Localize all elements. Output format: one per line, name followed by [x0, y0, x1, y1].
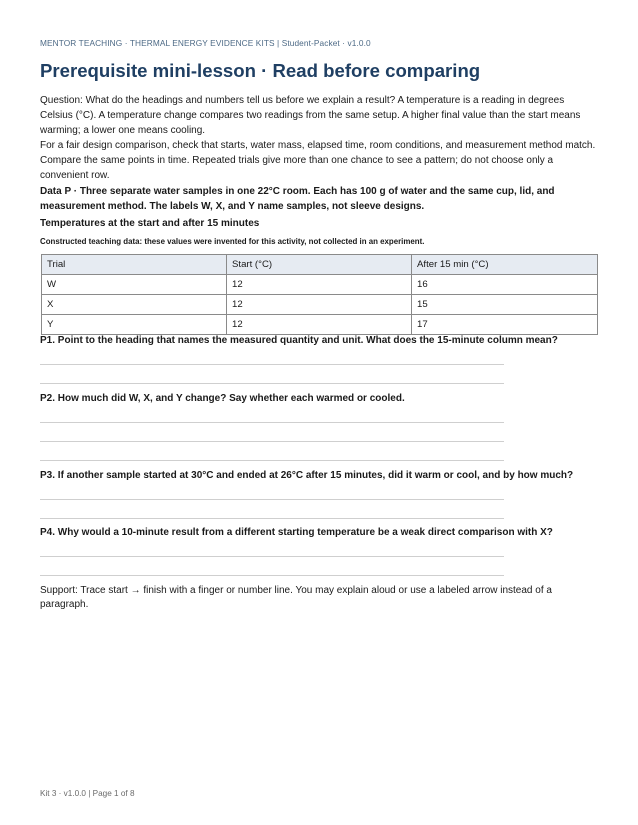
- answer-line[interactable]: [40, 383, 504, 384]
- answer-line[interactable]: [40, 460, 504, 461]
- answer-line[interactable]: [40, 422, 504, 423]
- answer-line[interactable]: [40, 364, 504, 365]
- table-cell: 17: [412, 315, 598, 335]
- table-cell: W: [42, 275, 227, 295]
- answer-line[interactable]: [40, 575, 504, 576]
- table-heading: Temperatures at the start and after 15 minutes: [40, 218, 260, 229]
- question-p1: P1. Point to the heading that names the measured quantity and unit. What does the 15-minute column mean?: [40, 335, 558, 346]
- table-row: [42, 315, 598, 335]
- answer-line[interactable]: [40, 556, 504, 557]
- answer-line[interactable]: [40, 499, 504, 500]
- table-cell: 12: [227, 315, 412, 335]
- intro-question-paragraph: Question: What do the headings and numbers tell us before we explain a result? A temperature is a reading in degrees Celsius (°C). A temperature change compares two readings from the same setup. A higher final value than the start means warming; a lower one means cooling.: [40, 95, 581, 136]
- fair-test-paragraph: For a fair design comparison, check that starts, water mass, elapsed time, room conditions, and measurement method match. Compare the same points in time. Repeated trials give more than one chance to see a pattern; do not choose only a convenient row.: [40, 140, 596, 181]
- page-footer: Kit 3 · v1.0.0 | Page 1 of 8: [40, 789, 135, 798]
- question-p2: P2. How much did W, X, and Y change? Say whether each warmed or cooled.: [40, 393, 405, 404]
- question-p4: P4. Why would a 10-minute result from a different starting temperature be a weak direct comparison with X?: [40, 527, 553, 538]
- table-cell: 12: [227, 275, 412, 295]
- table-row: [42, 295, 598, 315]
- table-cell: Y: [42, 315, 227, 335]
- running-header: MENTOR TEACHING · THERMAL ENERGY EVIDENCE KITS | Student-Packet · v1.0.0: [40, 38, 371, 48]
- column-header-start: Start (°C): [227, 255, 412, 275]
- answer-line[interactable]: [40, 518, 504, 519]
- page-title: Prerequisite mini-lesson · Read before comparing: [40, 60, 481, 81]
- table-row: [42, 275, 598, 295]
- column-header-after-15-min: After 15 min (°C): [412, 255, 598, 275]
- table-cell: 12: [227, 295, 412, 315]
- table-note: Constructed teaching data: these values were invented for this activity, not collected in an experiment.: [40, 237, 425, 246]
- table-cell: 15: [412, 295, 598, 315]
- table-cell: X: [42, 295, 227, 315]
- question-p3: P3. If another sample started at 30°C and ended at 26°C after 15 minutes, did it warm or cool, and by how much?: [40, 470, 574, 481]
- answer-line[interactable]: [40, 441, 504, 442]
- temperature-table: [41, 254, 598, 335]
- support-note: Support: Trace start → finish with a finger or number line. You may explain aloud or use a labeled arrow instead of a paragraph.: [40, 585, 552, 610]
- table-cell: 16: [412, 275, 598, 295]
- data-p-description: Data P · Three separate water samples in one 22°C room. Each has 100 g of water and the same cup, lid, and measurement method. The labels W, X, and Y name samples, not sleeve designs.: [40, 186, 555, 212]
- table-header-row: [42, 255, 598, 275]
- column-header-trial: Trial: [42, 255, 227, 275]
